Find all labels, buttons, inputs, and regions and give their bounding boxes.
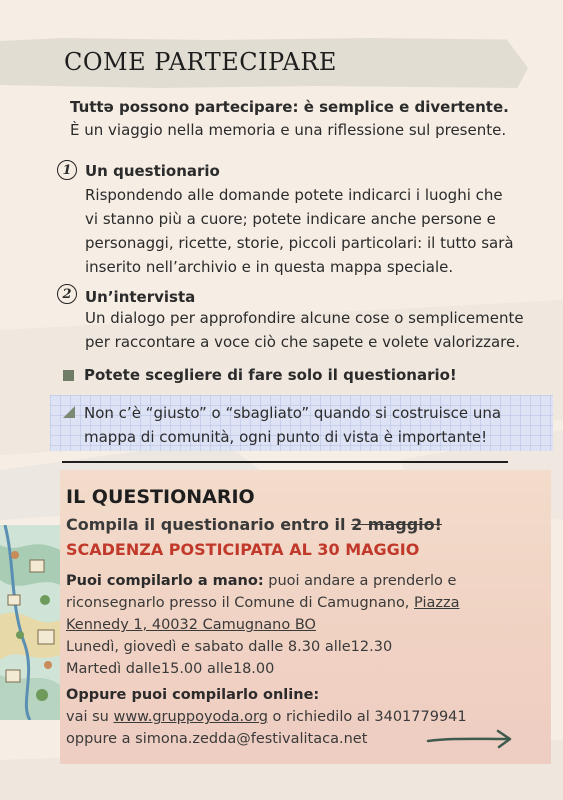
- email-line[interactable]: oppure a simona.zedda@festivalitaca.net: [66, 731, 368, 747]
- intro-text: È un viaggio nella memoria e una riflessione sul presente.: [70, 121, 507, 139]
- section-heading-intervista: Un’intervista: [85, 288, 196, 306]
- by-hand-text: puoi andare a prenderlo e: [263, 573, 457, 589]
- questionnaire-title: IL QUESTIONARIO: [66, 486, 255, 508]
- body-line: personaggi, ricette, storie, piccoli particolari: il tutto sarà: [85, 234, 514, 252]
- online-line: [66, 706, 546, 728]
- choice-text: Potete scegliere di fare solo il questionario!: [84, 366, 457, 384]
- page-title: COME PARTECIPARE: [64, 48, 337, 76]
- note-line: Non c’è “giusto” o “sbagliato” quando si costruisce una: [84, 404, 502, 422]
- online-suffix: o richiedilo al 3401779941: [267, 709, 467, 725]
- deadline-prefix: Compila il questionario entro il: [66, 515, 352, 534]
- online-prefix: vai su: [66, 709, 114, 725]
- divider: [62, 461, 508, 463]
- by-hand-line: [66, 570, 546, 592]
- square-bullet-icon: [63, 370, 74, 381]
- body-line: Un dialogo per approfondire alcune cose o semplicemente: [85, 309, 524, 327]
- deadline-struck: 2 maggio!: [351, 515, 442, 534]
- hours-line: Martedì dalle15.00 alle18.00: [66, 661, 275, 677]
- map-illustration: [0, 525, 60, 720]
- section-body-intervista: [85, 306, 555, 354]
- note-line: mappa di comunità, ogni punto di vista è importante!: [84, 428, 488, 446]
- number-one-icon: 1: [57, 160, 77, 180]
- deadline-text: [66, 515, 442, 534]
- note-text: [84, 401, 544, 449]
- address-line: [66, 592, 546, 614]
- address-link[interactable]: Piazza: [414, 595, 460, 611]
- section-heading-questionario: Un questionario: [85, 162, 220, 180]
- body-line: Rispondendo alle domande potete indicarci i luoghi che: [85, 186, 503, 204]
- postponed-deadline: SCADENZA POSTICIPATA AL 30 MAGGIO: [66, 540, 420, 559]
- arrow-right-icon: [424, 728, 516, 750]
- hours-line: Lunedì, giovedì e sabato dalle 8.30 alle12.30: [66, 639, 393, 655]
- website-link[interactable]: www.gruppoyoda.org: [113, 709, 268, 725]
- address-line-2: [66, 614, 546, 636]
- online-label-line: [66, 684, 546, 706]
- body-line: vi stanno più a cuore; potete indicare anche persone e: [85, 210, 496, 228]
- by-hand-block: [66, 570, 546, 680]
- address-link-cont[interactable]: Kennedy 1, 40032 Camugnano BO: [66, 617, 316, 633]
- number-two-icon: 2: [57, 284, 77, 304]
- section-body-questionario: [85, 183, 555, 279]
- online-label: Oppure puoi compilarlo online:: [66, 687, 320, 703]
- body-line: per raccontare a voce ciò che sapete e volete valorizzare.: [85, 333, 520, 351]
- address-prefix: riconsegnarlo presso il Comune di Camugnano,: [66, 595, 415, 611]
- by-hand-label: Puoi compilarlo a mano:: [66, 573, 264, 589]
- body-line: inserito nell’archivio e in questa mappa speciale.: [85, 258, 454, 276]
- intro-bold: Tuttə possono partecipare: è semplice e divertente.: [70, 98, 509, 116]
